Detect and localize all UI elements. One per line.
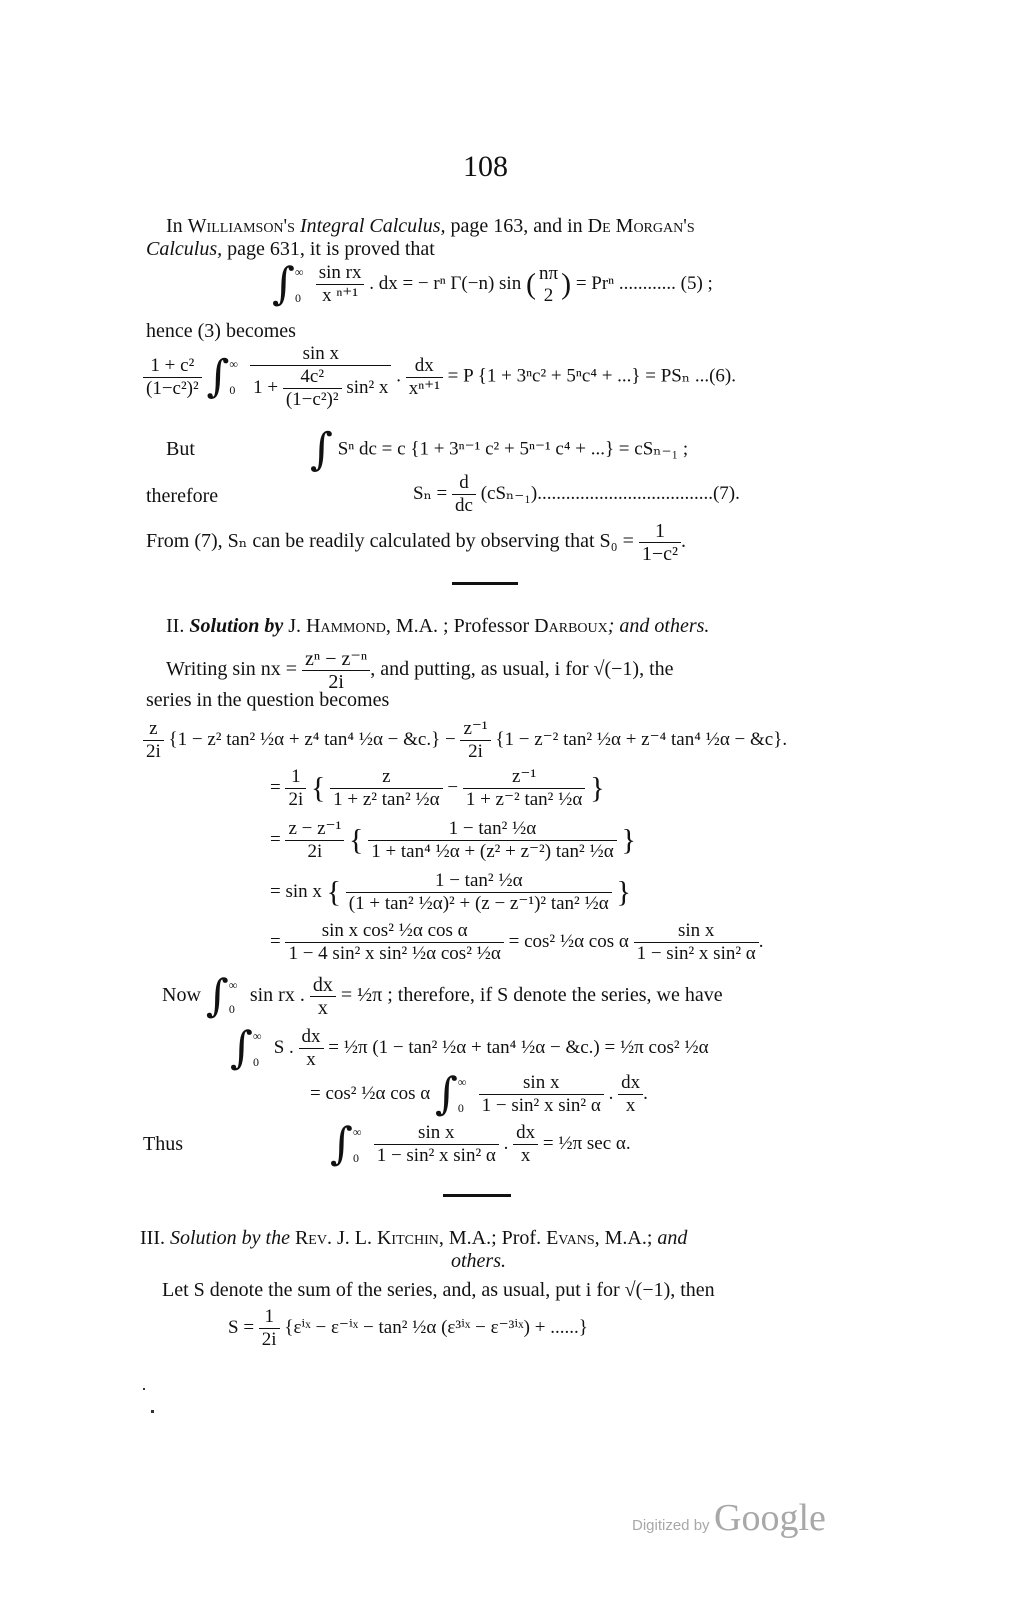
text-thus: Thus	[143, 1133, 183, 1155]
section-divider-1	[452, 582, 518, 585]
integral-limits: ∞ 0	[352, 1124, 362, 1165]
text-but: But	[166, 438, 195, 460]
s-final-a: S =	[228, 1316, 255, 1338]
series-line-5-mid: = cos² ½α cos α	[508, 930, 629, 952]
section-2-heading	[166, 614, 709, 638]
equation-but-body: Sⁿ dc = c {1 + 3ⁿ⁻¹ c² + 5ⁿ⁻¹ c⁴ + ...} = cSₙ₋₁ ;	[337, 438, 689, 460]
fraction-integrand: sin x 1 + $\frac{\text{4c²}}{\text{(1−c²)²}}$ sin² x	[250, 343, 391, 411]
book-calculus: Calculus,	[146, 238, 223, 260]
author-kitchin: Rev. J. L. Kitchin,	[294, 1227, 444, 1249]
fraction-z-2i: $\frac{z}{2i}$	[143, 718, 164, 763]
integral-limits: ∞ 0	[457, 1074, 467, 1115]
section-3-number: III.	[140, 1227, 165, 1249]
integral-line-2: = cos² ½α cos α ∫ ∞ 0 $\frac{\text{sin x}}{\text{1 − sin² x sin² α}}$ . $\frac{dx}{x}$ .	[310, 1068, 648, 1120]
integral-line-1	[230, 1022, 709, 1074]
integral-sign: ∫	[272, 258, 295, 310]
text-now	[162, 970, 723, 1022]
series-line-5: = $\frac{\text{sin x cos² ½α cos α}}{\text{1 − 4 sin² x sin² ½α cos² ½α}}$ = cos² ½α cos α $\frac{\text{sin x}}{\text{1 − sin² x sin² α}}$ .	[270, 920, 764, 964]
author-de-morgan: De Morgan's	[587, 215, 695, 237]
equation-7	[413, 472, 740, 517]
equation-s-final	[228, 1306, 588, 1351]
fraction-z-zinv-2i: $\frac{\text{z − z⁻¹}}{2i}$	[285, 818, 344, 863]
equation-thus: ∫ ∞ 0 $\frac{\text{sin x}}{\text{1 − sin² x sin² α}}$ . $\frac{dx}{x}$ = ½π sec α.	[330, 1118, 631, 1170]
text-hence: hence (3) becomes	[146, 320, 296, 342]
brace-open: {	[311, 771, 326, 805]
speck	[151, 1410, 154, 1413]
paren-close: )	[561, 267, 572, 301]
series-line-2: = $\frac{1}{2i}$ { $\frac{z}{\text{1 + z² tan² ½α}}$ − $\frac{\text{z⁻¹}}{\text{1 + z⁻² tan² ½α}}$ }	[270, 766, 605, 810]
series-line-1-a: {1 − z² tan² ½α + z⁴ tan⁴ ½α − &c.} −	[168, 728, 456, 750]
integral-line-1-b: = ½π (1 − tan² ½α + tan⁴ ½α − &c.) = ½π cos² ½α	[328, 1036, 709, 1058]
fraction-dx: $\frac{dx}{\text{xⁿ⁺¹}}$	[406, 355, 443, 400]
brace-close: }	[590, 771, 605, 805]
book-integral-calculus: Integral Calculus,	[299, 215, 446, 237]
integral-limits: ∞ 0	[294, 264, 304, 305]
fraction-dx-x: $\frac{dx}{x}$	[513, 1122, 538, 1167]
brace-close: }	[621, 823, 636, 857]
integral-sign: ∫	[205, 970, 229, 1022]
google-logo: Google	[714, 1497, 826, 1539]
section-3-and: and	[657, 1227, 688, 1249]
author-hammond: J. Hammond,	[288, 615, 391, 637]
equation-6-rhs: = P {1 + 3ⁿc² + 5ⁿc⁴ + ...} = PSₙ ...(6).	[447, 365, 736, 387]
equation-5-rhs: = Prⁿ ............ (5) ;	[575, 272, 713, 294]
section-3-degree-1: M.A.; Prof.	[448, 1227, 542, 1249]
equation-but	[310, 424, 689, 475]
digitized-by-google-watermark	[632, 1496, 826, 1540]
text-page-631: page 631, it is proved that	[227, 238, 435, 260]
fraction-npi-2: nπ 2	[538, 262, 559, 306]
fraction-term-2: $\frac{\text{sin x}}{\text{1 − sin² x sin² α}}$	[634, 920, 759, 965]
fraction-zinv-2i: $\frac{\text{z⁻¹}}{2i}$	[460, 718, 490, 763]
paragraph-intro-line1	[166, 214, 695, 238]
section-divider-2	[443, 1194, 511, 1197]
integral-sign: ∫	[434, 1068, 458, 1120]
author-evans: Evans,	[546, 1227, 600, 1249]
now-c: = ½π ; therefore, if S denote the series, we have	[340, 984, 723, 1007]
author-williamson: Williamson's	[187, 215, 295, 237]
text-page-163: page 163, and in	[450, 215, 583, 237]
fraction-term: $\frac{\text{sin x}}{\text{1 − sin² x sin² α}}$	[374, 1122, 499, 1167]
integral-sign: ∫	[230, 1022, 253, 1074]
text-series: series in the question becomes	[146, 689, 390, 711]
integral-limits: ∞ 0	[229, 357, 238, 397]
integral-sign: ∫	[330, 1118, 353, 1170]
from-7-text: From (7), Sₙ can be readily calculated by observing that S₀ =	[146, 530, 634, 553]
page-number: 108	[463, 150, 508, 183]
s-final-b: {εⁱˣ − ε⁻ⁱˣ − tan² ½α (ε³ⁱˣ − ε⁻³ⁱˣ) + ......}	[284, 1316, 588, 1338]
series-line-4	[270, 870, 631, 915]
dot: .	[396, 365, 401, 387]
equation-7-lhs: Sₙ =	[413, 482, 448, 504]
fraction-1-2i: $\frac{1}{2i}$	[285, 766, 306, 811]
section-2-degree: M.A. ; Professor	[395, 615, 530, 637]
brace-close: }	[616, 875, 631, 909]
fraction-term: $\frac{\text{sin x}}{\text{1 − sin² x sin² α}}$	[479, 1072, 604, 1117]
fraction-1-2i: $\frac{1}{2i}$	[259, 1306, 280, 1351]
equation-5	[272, 258, 713, 310]
text-let: Let S denote the sum of the series, and, as usual, put i for √(−1), then	[162, 1279, 715, 1301]
section-2-number: II.	[166, 615, 185, 637]
section-3-others: others.	[451, 1250, 506, 1272]
brace-open: {	[326, 875, 342, 909]
fraction-term-1: $\frac{z}{\text{1 + z² tan² ½α}}$	[330, 766, 442, 811]
series-line-1	[143, 718, 787, 763]
speck	[143, 1388, 145, 1390]
paren-open: (	[525, 267, 536, 301]
equation-thus-rhs: = ½π sec α.	[542, 1132, 631, 1154]
text-in: In	[166, 215, 183, 237]
series-line-1-b: {1 − z⁻² tan² ½α + z⁻⁴ tan⁴ ½α − &c}.	[495, 728, 788, 750]
section-3-heading	[140, 1226, 687, 1250]
now-b: sin rx .	[249, 984, 305, 1007]
fraction-4c2: $\frac{\text{4c²}}{\text{(1−c²)²}}$	[283, 366, 342, 411]
section-2-lead: Solution by	[189, 615, 284, 637]
fraction-prefactor: $\frac{\text{1 + c²}}{\text{(1−c²)²}}$	[143, 355, 202, 400]
integral-line-2-a: = cos² ½α cos α	[310, 1082, 431, 1104]
text-from-7: From (7), Sₙ can be readily calculated by observing that S₀ = $\frac{1}{\text{1−c²}}$ .	[146, 520, 687, 565]
equation-7-rhs: (cSₙ₋₁).....................................(7).	[480, 482, 740, 504]
equation-5-middle: . dx = − rⁿ Γ(−n) sin	[369, 272, 522, 294]
section-3-lead: Solution by the	[169, 1227, 290, 1249]
fraction-sinrx: $\frac{\text{sin rx}}{\text{x ⁿ⁺¹}}$	[316, 262, 365, 307]
fraction-term: $\frac{\text{1 − tan² ½α}}{\text{1 + tan⁴ ½α + (z² + z⁻²) tan² ½α}}$	[368, 818, 617, 863]
author-darboux: Darboux	[534, 615, 608, 637]
writing-b: , and putting, as usual, i for √(−1), the	[370, 658, 674, 681]
integral-line-1-a: S .	[273, 1036, 294, 1058]
fraction-zn: $\frac{\text{zⁿ − z⁻ⁿ}}{2i}$	[302, 648, 370, 693]
series-line-4-pre: = sin x	[270, 880, 322, 902]
integral-sign: ∫	[206, 351, 230, 402]
text-writing	[166, 648, 674, 693]
equation-6	[143, 343, 736, 411]
fraction-dx-x: $\frac{dx}{x}$	[299, 1026, 324, 1071]
fraction-dx-x: $\frac{dx}{x}$	[618, 1072, 643, 1117]
fraction-dx-x: $\frac{dx}{x}$	[310, 974, 336, 1019]
section-3-degree-2: M.A.;	[604, 1227, 653, 1249]
writing-a: Writing sin nx =	[166, 658, 298, 681]
integral-limits: ∞ 0	[252, 1028, 262, 1069]
integral-limits: ∞ 0	[228, 977, 238, 1016]
fraction-term-2: $\frac{\text{z⁻¹}}{\text{1 + z⁻² tan² ½α}}$	[463, 766, 586, 811]
section-2-tail: ; and others.	[607, 615, 710, 637]
now-label: Now	[162, 984, 201, 1007]
fraction-s0: $\frac{1}{\text{1−c²}}$	[639, 520, 681, 565]
integral-sign: ∫	[310, 424, 333, 475]
brace-open: {	[349, 823, 364, 857]
series-line-3: = $\frac{\text{z − z⁻¹}}{2i}$ { $\frac{\text{1 − tan² ½α}}{\text{1 + tan⁴ ½α + (z² + z⁻²) tan² ½α}}$ }	[270, 818, 636, 862]
paragraph-intro-line2	[146, 237, 435, 261]
fraction-term-1: $\frac{\text{sin x cos² ½α cos α}}{\text{1 − 4 sin² x sin² ½α cos² ½α}}$	[285, 920, 503, 965]
fraction-term: $\frac{\text{1 − tan² ½α}}{\text{(1 + tan² ½α)² + (z − z⁻¹)² tan² ½α}}$	[346, 870, 612, 915]
fraction-d-dc: $\frac{d}{dc}$	[452, 472, 476, 517]
text-therefore: therefore	[146, 485, 219, 507]
watermark-small-text: Digitized by	[632, 1517, 710, 1534]
